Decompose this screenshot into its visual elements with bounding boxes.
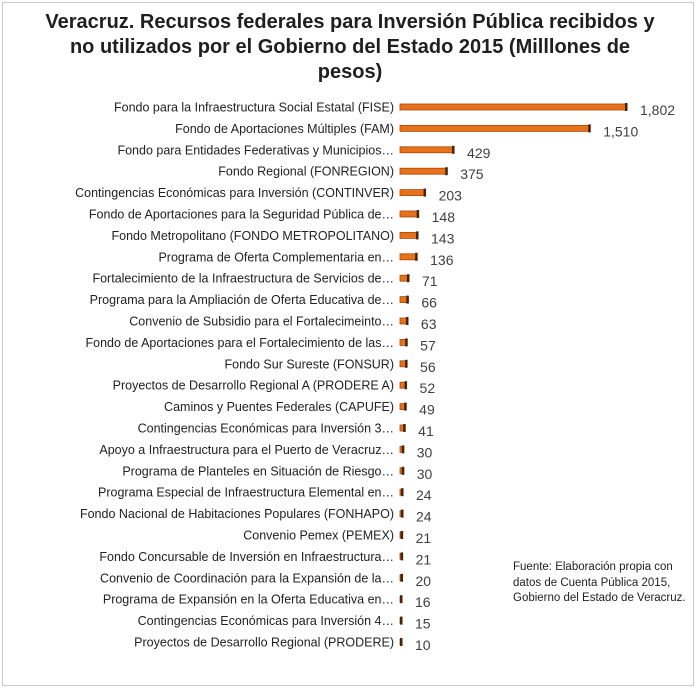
category-label: Fondo Nacional de Habitaciones Populares (FONHAPO) xyxy=(79,507,394,522)
bar xyxy=(400,168,447,174)
bar-end-cap xyxy=(400,638,403,646)
value-label: 143 xyxy=(431,230,455,247)
bar-end-cap xyxy=(588,124,591,132)
value-label: 24 xyxy=(416,508,432,525)
category-label: Convenio Pemex (PEMEX) xyxy=(243,528,394,543)
category-labels xyxy=(75,101,394,650)
bar-end-cap xyxy=(402,445,405,453)
bar-end-cap xyxy=(406,296,409,304)
category-label: Proyectos de Desarrollo Regional (PRODERE) xyxy=(134,635,394,650)
value-label: 63 xyxy=(420,316,437,332)
bar-end-cap xyxy=(405,360,408,368)
category-label: Caminos y Puentes Federales (CAPUFE) xyxy=(164,400,394,415)
category-label: Fondo Sur Sureste (FONSUR) xyxy=(224,357,394,372)
bar xyxy=(400,232,418,238)
category-label: Convenio de Subsidio para el Fortalecimeinto… xyxy=(129,314,394,329)
value-label: 66 xyxy=(421,294,437,311)
value-label: 10 xyxy=(415,637,431,653)
category-label: Programa de Planteles en Situación de Riesgo… xyxy=(122,464,394,479)
bar-end-cap xyxy=(417,210,420,218)
category-label: Proyectos de Desarrollo Regional A (PRODERE A) xyxy=(112,378,394,393)
bar-end-cap xyxy=(401,531,404,539)
bar-end-cap xyxy=(416,231,419,239)
bar-end-cap xyxy=(406,317,409,325)
bar xyxy=(400,104,627,110)
category-label: Fondo para la Infraestructura Social Estatal (FISE) xyxy=(114,100,394,115)
category-label: Convenio de Coordinación para la Expansión de la… xyxy=(100,571,394,586)
category-label: Fondo para Entidades Federativas y Municipios… xyxy=(117,143,394,158)
bar xyxy=(400,125,590,131)
category-label: Fortalecimiento de la Infraestructura de Servicios de… xyxy=(92,271,394,286)
category-label: Fondo Metropolitano (FONDO METROPOLITANO) xyxy=(111,228,394,243)
value-label: 16 xyxy=(415,594,431,611)
bar-end-cap xyxy=(405,381,408,389)
value-label: 30 xyxy=(416,444,433,461)
value-label: 56 xyxy=(420,358,436,375)
bar xyxy=(400,190,426,196)
value-label: 136 xyxy=(430,251,454,268)
category-label: Contingencias Económicas para Inversión (CONTINVER) xyxy=(75,186,394,201)
bar-end-cap xyxy=(415,253,418,261)
chart-title: Veracruz. Recursos federales para Inversión Pública recibidos y no utilizados por el Gobierno del Estado 2015 (Milllones de pesos) xyxy=(45,11,655,83)
bar xyxy=(400,254,417,260)
value-label: 1,802 xyxy=(640,102,676,118)
bar-end-cap xyxy=(424,189,427,197)
value-label: 21 xyxy=(415,530,432,546)
value-label: 41 xyxy=(418,423,434,439)
bar-end-cap xyxy=(400,617,403,625)
bar-end-cap xyxy=(407,274,410,282)
category-label: Fondo de Aportaciones Múltiples (FAM) xyxy=(175,121,394,136)
category-label: Fondo de Aportaciones para la Seguridad Pública de… xyxy=(88,207,394,222)
bar xyxy=(400,147,454,153)
source-note: Fuente: Elaboración propia con datos de Cuenta Pública 2015, Gobierno del Estado de Veracruz. xyxy=(513,561,686,604)
bar-end-cap xyxy=(452,146,455,154)
bar-end-cap xyxy=(404,403,407,411)
category-label: Fondo Concursable de Inversión en Infraestructura… xyxy=(99,549,394,564)
value-label: 20 xyxy=(415,572,432,589)
bar-end-cap xyxy=(403,424,406,432)
category-label: Fondo de Aportaciones para el Fortalecimiento de las… xyxy=(85,335,394,350)
bar-end-cap xyxy=(401,510,404,518)
category-label: Programa Especial de Infraestructura Elemental en… xyxy=(98,485,394,500)
value-label: 30 xyxy=(416,465,433,482)
value-label: 49 xyxy=(419,401,435,418)
category-label: Programa de Oferta Complementaria en… xyxy=(158,250,394,265)
value-label: 429 xyxy=(467,144,491,161)
category-label: Programa de Expansión en la Oferta Educativa en… xyxy=(102,592,394,607)
category-label: Fondo Regional (FONREGION) xyxy=(218,164,394,179)
value-label: 203 xyxy=(438,187,462,204)
value-label: 148 xyxy=(431,209,456,225)
value-label: 1,510 xyxy=(603,123,639,140)
value-label: 21 xyxy=(415,551,432,568)
value-label: 52 xyxy=(419,380,436,397)
category-label: Programa para la Ampliación de Oferta Educativa de… xyxy=(89,293,394,308)
bar-end-cap xyxy=(401,488,404,496)
bar-end-cap xyxy=(445,167,448,175)
category-label: Apoyo a Infraestructura para el Puerto de Veracruz… xyxy=(99,442,394,457)
value-label: 375 xyxy=(460,166,484,183)
value-label: 15 xyxy=(415,615,431,632)
bar-end-cap xyxy=(400,595,403,603)
bar-end-cap xyxy=(405,338,408,346)
bar xyxy=(400,211,419,217)
bar-end-cap xyxy=(402,467,405,475)
value-label: 24 xyxy=(416,487,432,504)
value-label: 71 xyxy=(421,273,438,290)
value-label: 57 xyxy=(420,337,436,354)
category-label: Contingencias Económicas para Inversión 4… xyxy=(137,614,394,629)
bar-end-cap xyxy=(625,103,628,111)
category-label: Contingencias Económicas para Inversión 3… xyxy=(137,421,394,436)
bar-end-cap xyxy=(401,552,404,560)
bar-end-cap xyxy=(401,574,404,582)
